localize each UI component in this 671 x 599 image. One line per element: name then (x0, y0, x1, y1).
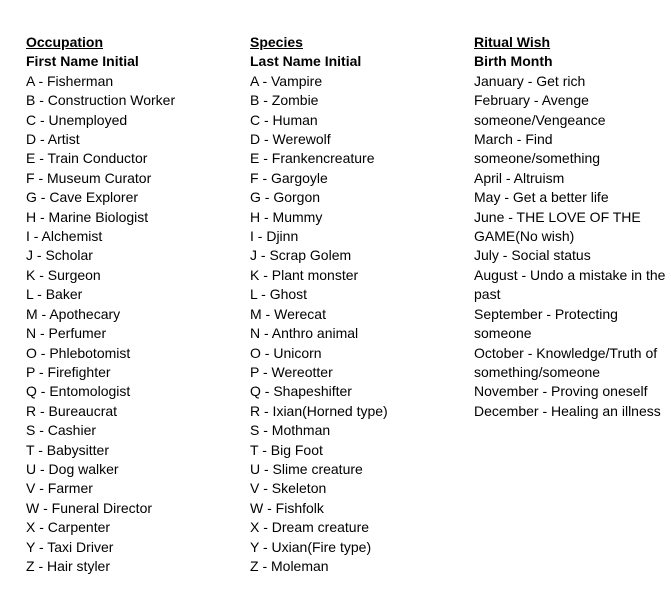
ritual-wish-item: March - Find someone/something (474, 131, 601, 167)
occupation-item: N - Perfumer (26, 325, 107, 342)
species-item: U - Slime creature (250, 460, 363, 477)
occupation-item: Z - Hair styler (26, 557, 110, 574)
species-item: S - Mothman (250, 422, 331, 439)
occupation-item: X - Carpenter (26, 519, 111, 536)
occupation-item: D - Artist (26, 131, 80, 148)
ritual-wish-heading: Ritual Wish (474, 34, 551, 50)
ritual-wish-subheading: Birth Month (474, 53, 553, 70)
ritual-wish-item: December - Healing an illness (474, 402, 661, 419)
occupation-item: V - Farmer (26, 480, 93, 497)
occupation-item: B - Construction Worker (26, 92, 176, 109)
species-item: M - Werecat (250, 305, 326, 322)
occupation-heading: Occupation (26, 34, 104, 50)
species-list (250, 72, 465, 577)
species-item: X - Dream creature (250, 519, 370, 536)
species-item: A - Vampire (250, 72, 323, 89)
occupation-item: S - Cashier (26, 422, 97, 439)
ritual-wish-item: April - Altruism (474, 169, 565, 186)
occupation-item: H - Marine Biologist (26, 208, 149, 225)
ritual-wish-item: October - Knowledge/Truth of something/someone (474, 344, 658, 380)
species-subheading: Last Name Initial (250, 53, 362, 70)
species-item: V - Skeleton (250, 480, 327, 497)
occupation-item: Q - Entomologist (26, 383, 131, 400)
occupation-item: M - Apothecary (26, 305, 121, 322)
occupation-item: A - Fisherman (26, 72, 114, 89)
species-item: N - Anthro animal (250, 325, 359, 342)
ritual-wish-item: July - Social status (474, 247, 591, 264)
occupation-item: R - Bureaucrat (26, 402, 118, 419)
occupation-item: W - Funeral Director (26, 499, 153, 516)
species-item: O - Unicorn (250, 344, 322, 361)
occupation-item: C - Unemployed (26, 111, 128, 128)
species-item: P - Wereotter (250, 363, 333, 380)
species-item: R - Ixian(Horned type) (250, 402, 388, 419)
occupation-item: E - Train Conductor (26, 150, 148, 167)
ritual-wish-item: September - Protecting someone (474, 305, 618, 342)
ritual-wish-item: June - THE LOVE OF THE GAME(No wish) (474, 208, 641, 245)
occupation-item: U - Dog walker (26, 460, 119, 477)
species-item: H - Mummy (250, 208, 323, 225)
species-heading: Species (250, 34, 303, 50)
ritual-wish-item: November - Proving oneself (474, 383, 648, 400)
occupation-item: F - Museum Curator (26, 169, 152, 186)
ritual-wish-list (474, 72, 666, 421)
species-item: G - Gorgon (250, 189, 321, 206)
species-item: E - Frankencreature (250, 150, 375, 167)
species-item: Q - Shapeshifter (250, 383, 352, 400)
ritual-wish-item: May - Get a better life (474, 189, 609, 206)
species-item: J - Scrap Golem (250, 247, 352, 264)
occupation-item: L - Baker (26, 286, 83, 303)
species-item: Z - Moleman (250, 557, 329, 574)
occupation-item: P - Firefighter (26, 363, 111, 380)
ritual-wish-item: August - Undo a mistake in the past (474, 266, 666, 303)
occupation-subheading: First Name Initial (26, 53, 139, 70)
ritual-wish-item: February - Avenge someone/Vengeance (474, 92, 606, 128)
occupation-column (26, 33, 236, 576)
occupation-item: G - Cave Explorer (26, 189, 139, 206)
species-item: I - Djinn (250, 228, 299, 245)
occupation-item: T - Babysitter (26, 441, 109, 458)
occupation-item: J - Scholar (26, 247, 93, 264)
occupation-item: I - Alchemist (26, 228, 103, 245)
species-item: L - Ghost (250, 286, 308, 303)
ritual-wish-column (474, 33, 666, 421)
species-column (250, 33, 465, 576)
occupation-item: K - Surgeon (26, 266, 101, 283)
occupation-item: Y - Taxi Driver (26, 538, 114, 555)
species-item: F - Gargoyle (250, 169, 328, 186)
species-item: C - Human (250, 111, 318, 128)
species-item: W - Fishfolk (250, 499, 324, 516)
species-item: T - Big Foot (250, 441, 323, 458)
occupation-item: O - Phlebotomist (26, 344, 131, 361)
species-item: B - Zombie (250, 92, 319, 109)
species-item: Y - Uxian(Fire type) (250, 538, 372, 555)
species-item: D - Werewolf (250, 131, 331, 148)
species-item: K - Plant monster (250, 266, 359, 283)
occupation-list (26, 72, 236, 577)
ritual-wish-item: January - Get rich (474, 72, 586, 89)
